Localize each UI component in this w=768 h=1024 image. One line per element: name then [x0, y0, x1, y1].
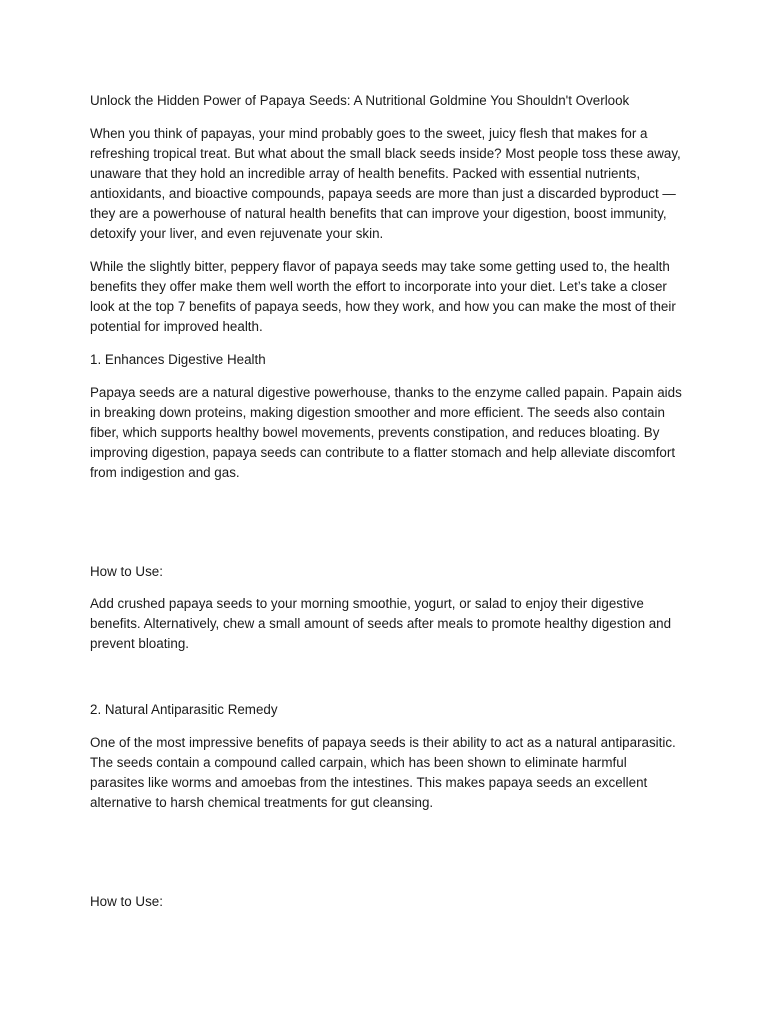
intro-paragraph-1: When you think of papayas, your mind probably goes to the sweet, juicy flesh that makes for a refreshing tropical treat. But what about the small black seeds inside? Most people toss these away, unaware that they hold an incredible array of health benefits. Packed with essential nutrients, antioxidants, and bioactive compounds, papaya seeds are more than just a discarded byproduct — they are a powerhouse of natural health benefits that can improve your digestion, boost immunity, detoxify your liver, and even rejuvenate your skin.: [90, 126, 681, 241]
section-heading-antiparasitic: 2. Natural Antiparasitic Remedy: [90, 702, 278, 717]
document-title: Unlock the Hidden Power of Papaya Seeds: A Nutritional Goldmine You Shouldn't Overlook: [90, 93, 630, 108]
intro-paragraph-2: While the slightly bitter, peppery flavor of papaya seeds may take some getting used to, the health benefits they offer make them well worth the effort to incorporate into your diet. Let’s take a closer look at the top 7 benefits of papaya seeds, how they work, and how you can make the most of their potential for improved health.: [90, 259, 676, 334]
how-to-use-text-1: Add crushed papaya seeds to your morning smoothie, yogurt, or salad to enjoy their digestive benefits. Alternatively, chew a small amount of seeds after meals to promote healthy digestion and prevent bloating.: [90, 596, 672, 651]
section-heading-digestive-health: 1. Enhances Digestive Health: [90, 352, 266, 367]
how-to-use-label-1: How to Use:: [90, 564, 163, 579]
section-body-antiparasitic: One of the most impressive benefits of papaya seeds is their ability to act as a natural antiparasitic. The seeds contain a compound called carpain, which has been shown to eliminate harmful parasites like worms and amoebas from the intestines. This makes papaya seeds an excellent alternative to harsh chemical treatments for gut cleansing.: [90, 735, 676, 810]
section-body-digestive-health: Papaya seeds are a natural digestive powerhouse, thanks to the enzyme called papain. Papain aids in breaking down proteins, making digestion smoother and more efficient. The seeds also contain fiber, which supports healthy bowel movements, prevents constipation, and reduces bloating. By improving digestion, papaya seeds can contribute to a flatter stomach and help alleviate discomfort from indigestion and gas.: [90, 385, 682, 480]
how-to-use-label-2: How to Use:: [90, 894, 163, 909]
